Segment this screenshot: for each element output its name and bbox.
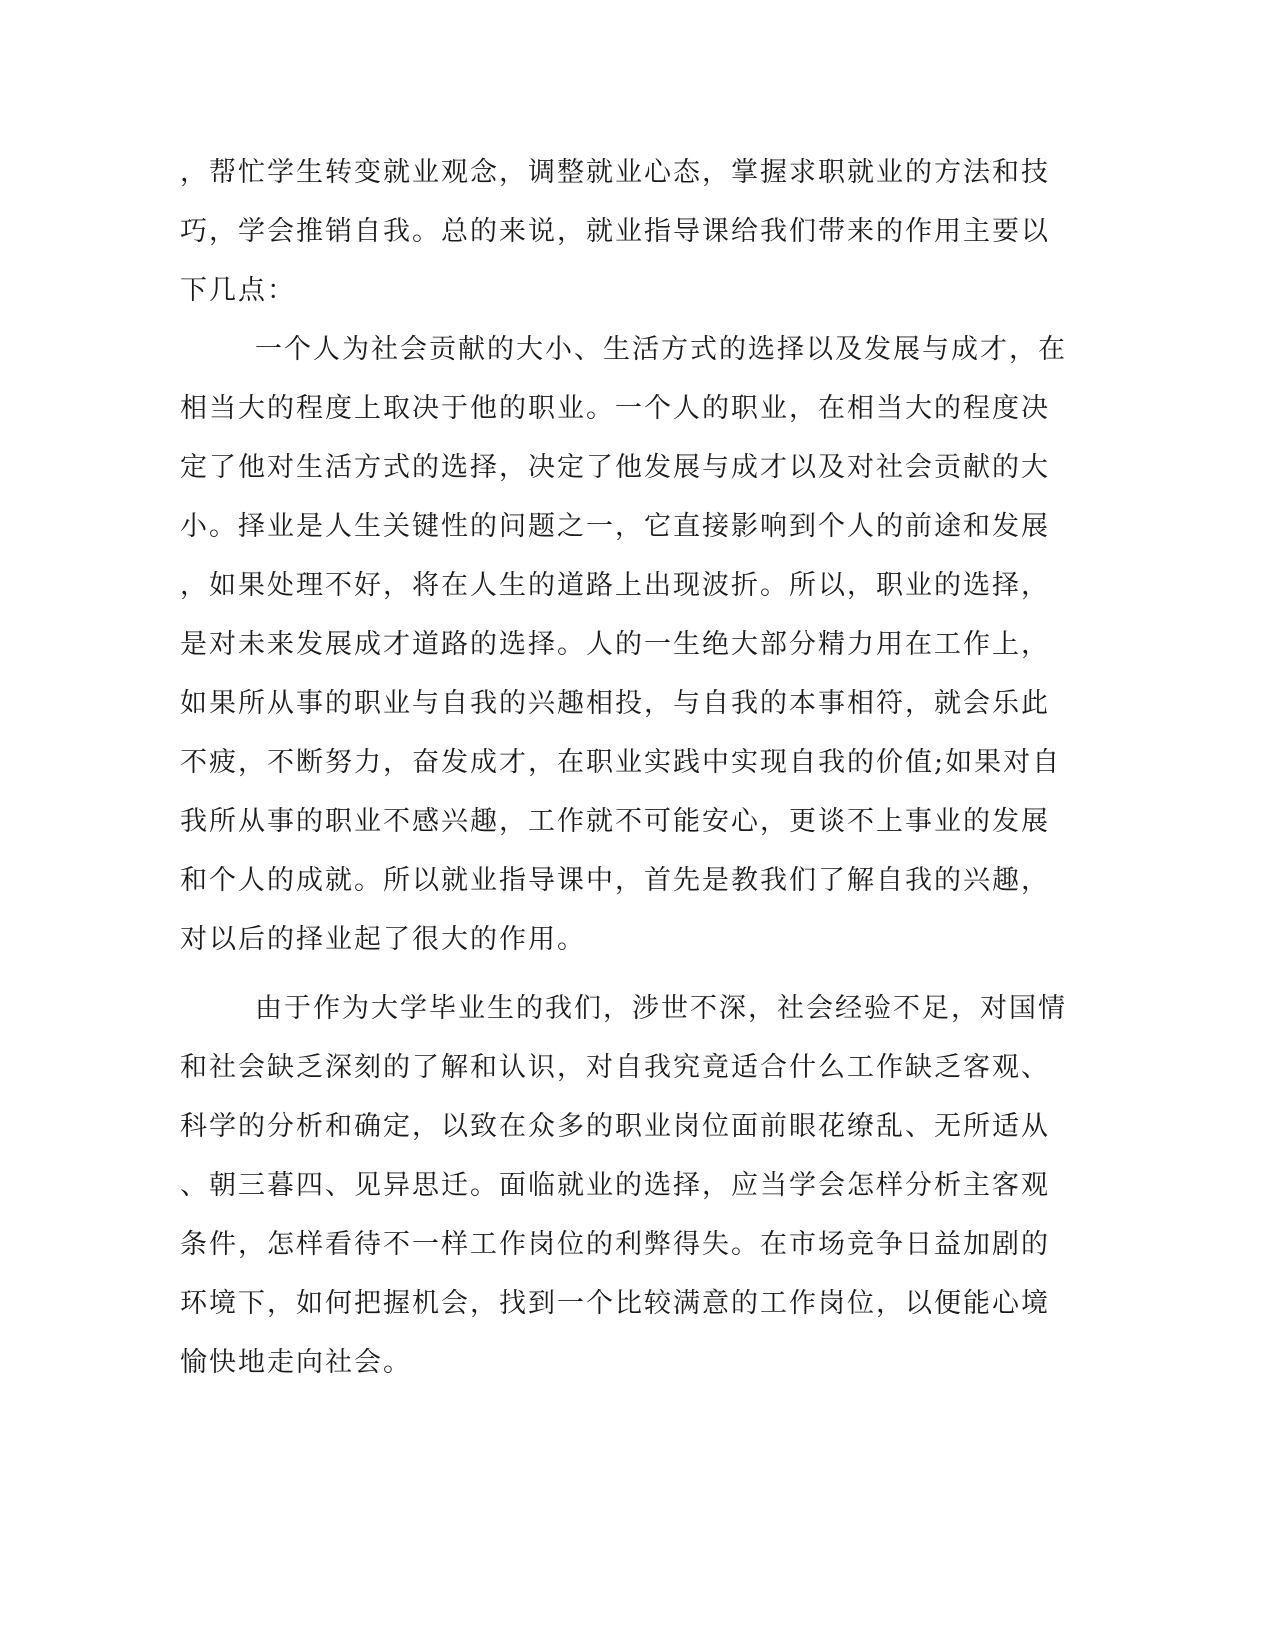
text-line: 定了他对生活方式的选择，决定了他发展与成才以及对社会贡献的大 [180, 452, 1050, 483]
text-line: 和个人的成就。所以就业指导课中，首先是教我们了解自我的兴趣， [180, 865, 1050, 896]
text-line: 相当大的程度上取决于他的职业。一个人的职业，在相当大的程度决 [180, 393, 1050, 424]
text-line: 是对未来发展成才道路的选择。人的一生绝大部分精力用在工作上， [180, 629, 1050, 660]
text-line: 愉快地走向社会。 [180, 1347, 412, 1378]
text-line: 和社会缺乏深刻的了解和认识，对自我究竟适合什么工作缺乏客观、 [180, 1052, 1050, 1083]
text-line: 条件，怎样看待不一样工作岗位的利弊得失。在市场竞争日益加剧的 [180, 1229, 1050, 1260]
text-line: 小。择业是人生关键性的问题之一，它直接影响到个人的前途和发展 [180, 511, 1050, 542]
paragraph-first-line: 一个人为社会贡献的大小、生活方式的选择以及发展与成才，在 [255, 334, 1067, 365]
text-line: 对以后的择业起了很大的作用。 [180, 924, 586, 955]
text-line: 下几点： [180, 275, 296, 306]
text-line: ，帮忙学生转变就业观念，调整就业心态，掌握求职就业的方法和技 [180, 157, 1050, 188]
text-line: 、朝三暮四、见异思迁。面临就业的选择，应当学会怎样分析主客观 [180, 1170, 1050, 1201]
text-line: 科学的分析和确定，以致在众多的职业岗位面前眼花缭乱、无所适从 [180, 1111, 1050, 1142]
text-line: 我所从事的职业不感兴趣，工作就不可能安心，更谈不上事业的发展 [180, 806, 1050, 837]
text-line: 不疲，不断努力，奋发成才，在职业实践中实现自我的价值;如果对自 [180, 747, 1062, 778]
text-line: ，如果处理不好，将在人生的道路上出现波折。所以，职业的选择， [180, 570, 1050, 601]
paragraph-first-line: 由于作为大学毕业生的我们，涉世不深，社会经验不足，对国情 [255, 993, 1067, 1024]
text-line: 环境下，如何把握机会，找到一个比较满意的工作岗位，以便能心境 [180, 1288, 1050, 1319]
text-line: 如果所从事的职业与自我的兴趣相投，与自我的本事相符，就会乐此 [180, 688, 1050, 719]
text-line: 巧，学会推销自我。总的来说，就业指导课给我们带来的作用主要以 [180, 216, 1050, 247]
